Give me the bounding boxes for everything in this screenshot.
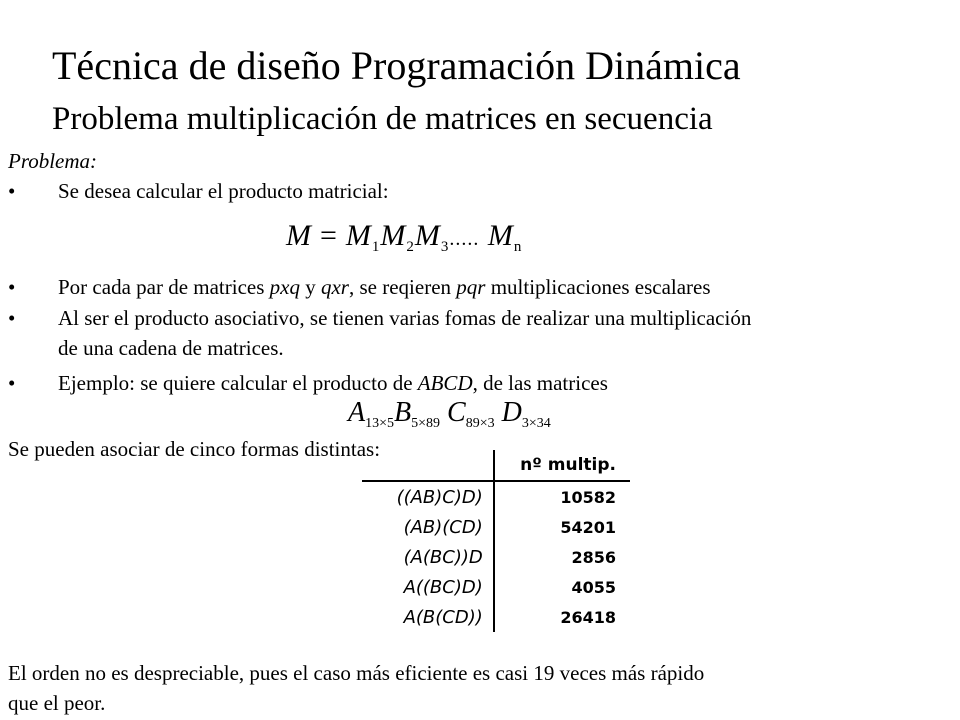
formula-term: M	[487, 219, 514, 252]
table-row	[362, 512, 630, 542]
bullet-text-part: y	[299, 275, 321, 299]
formula-subscript: 1	[371, 239, 381, 255]
associate-text: Se pueden asociar de cinco formas distintas:	[8, 437, 381, 461]
slide-title: Técnica de diseño Programación Dinámica	[52, 43, 741, 88]
formula-subscript: 3	[440, 239, 450, 255]
formula-term: D	[501, 397, 522, 428]
bullet-dot: •	[8, 371, 16, 395]
formula-subscript: 5×89	[411, 416, 441, 431]
formula-ellipsis: .....	[449, 228, 480, 250]
formula-term: B	[394, 397, 412, 428]
bullet-text	[58, 370, 608, 396]
table-cell-multiplications: 2856	[494, 542, 630, 572]
formula-term: M	[345, 219, 372, 252]
table-cell-multiplications: 10582	[494, 481, 630, 512]
table-cell-multiplications: 54201	[494, 512, 630, 542]
bullet-text	[58, 274, 711, 300]
table-cell-expression: A((BC)D)	[403, 576, 483, 598]
conclusion-text: que el peor.	[8, 691, 106, 715]
table-cell-expression: A(B(CD))	[403, 606, 483, 628]
table-cell-multiplications: 4055	[494, 572, 630, 602]
table-cell-expression: (A(BC))D	[403, 546, 483, 568]
bullet-text-part: multiplicaciones escalares	[485, 275, 711, 299]
table-row	[362, 542, 630, 572]
table-header-multiplications: nº multip.	[494, 450, 630, 481]
bullet-text-part: Ejemplo: se quiere calcular el producto de	[58, 371, 418, 395]
bullet-text-italic: ABCD	[417, 371, 473, 395]
formula-term: M	[380, 219, 407, 252]
bullet-text-italic: pqr	[456, 275, 486, 299]
table-header-expression	[362, 450, 494, 481]
table-row	[362, 602, 630, 632]
formula-term: M	[286, 219, 312, 252]
table-cell-multiplications: 26418	[494, 602, 630, 632]
formula-equals: =	[320, 219, 338, 252]
problem-label: Problema:	[8, 149, 98, 173]
bullet-text-part: Por cada par de matrices	[58, 275, 270, 299]
table-row	[362, 572, 630, 602]
formula-subscript: 89×3	[465, 416, 495, 431]
matrix-product-formula	[286, 219, 522, 264]
slide-subtitle: Problema multiplicación de matrices en secuencia	[52, 101, 713, 137]
formula-subscript: n	[513, 239, 523, 255]
formula-subscript: 2	[406, 239, 415, 255]
conclusion-text: El orden no es despreciable, pues el caso más eficiente es casi 19 veces más rápido	[8, 661, 705, 685]
table-cell-expression: (AB)(CD)	[403, 516, 483, 538]
formula-term: M	[414, 219, 441, 252]
bullet-text-italic: qxr	[320, 275, 349, 299]
bullet-text-part: , se reqieren	[348, 275, 457, 299]
formula-subscript: 3×34	[521, 416, 551, 431]
formula-subscript: 13×5	[365, 416, 395, 431]
table-row	[362, 481, 630, 512]
bullet-text-part: , de las matrices	[472, 371, 608, 395]
formula-term: A	[348, 397, 366, 428]
matrix-dimensions-formula	[348, 397, 551, 440]
bullet-text: Al ser el producto asociativo, se tienen varias fomas de realizar una multiplicación	[58, 306, 752, 330]
bullet-text-italic: pxq	[269, 275, 300, 299]
multiplication-table	[362, 450, 630, 632]
table-cell-expression: ((AB)C)D)	[396, 486, 483, 508]
bullet-dot: •	[8, 306, 16, 330]
bullet-dot: •	[8, 275, 16, 299]
formula-term: C	[447, 397, 466, 428]
bullet-dot: •	[8, 179, 16, 203]
bullet-text: Se desea calcular el producto matricial:	[58, 179, 389, 203]
bullet-text: de una cadena de matrices.	[58, 336, 284, 360]
table-header-row	[362, 450, 630, 481]
